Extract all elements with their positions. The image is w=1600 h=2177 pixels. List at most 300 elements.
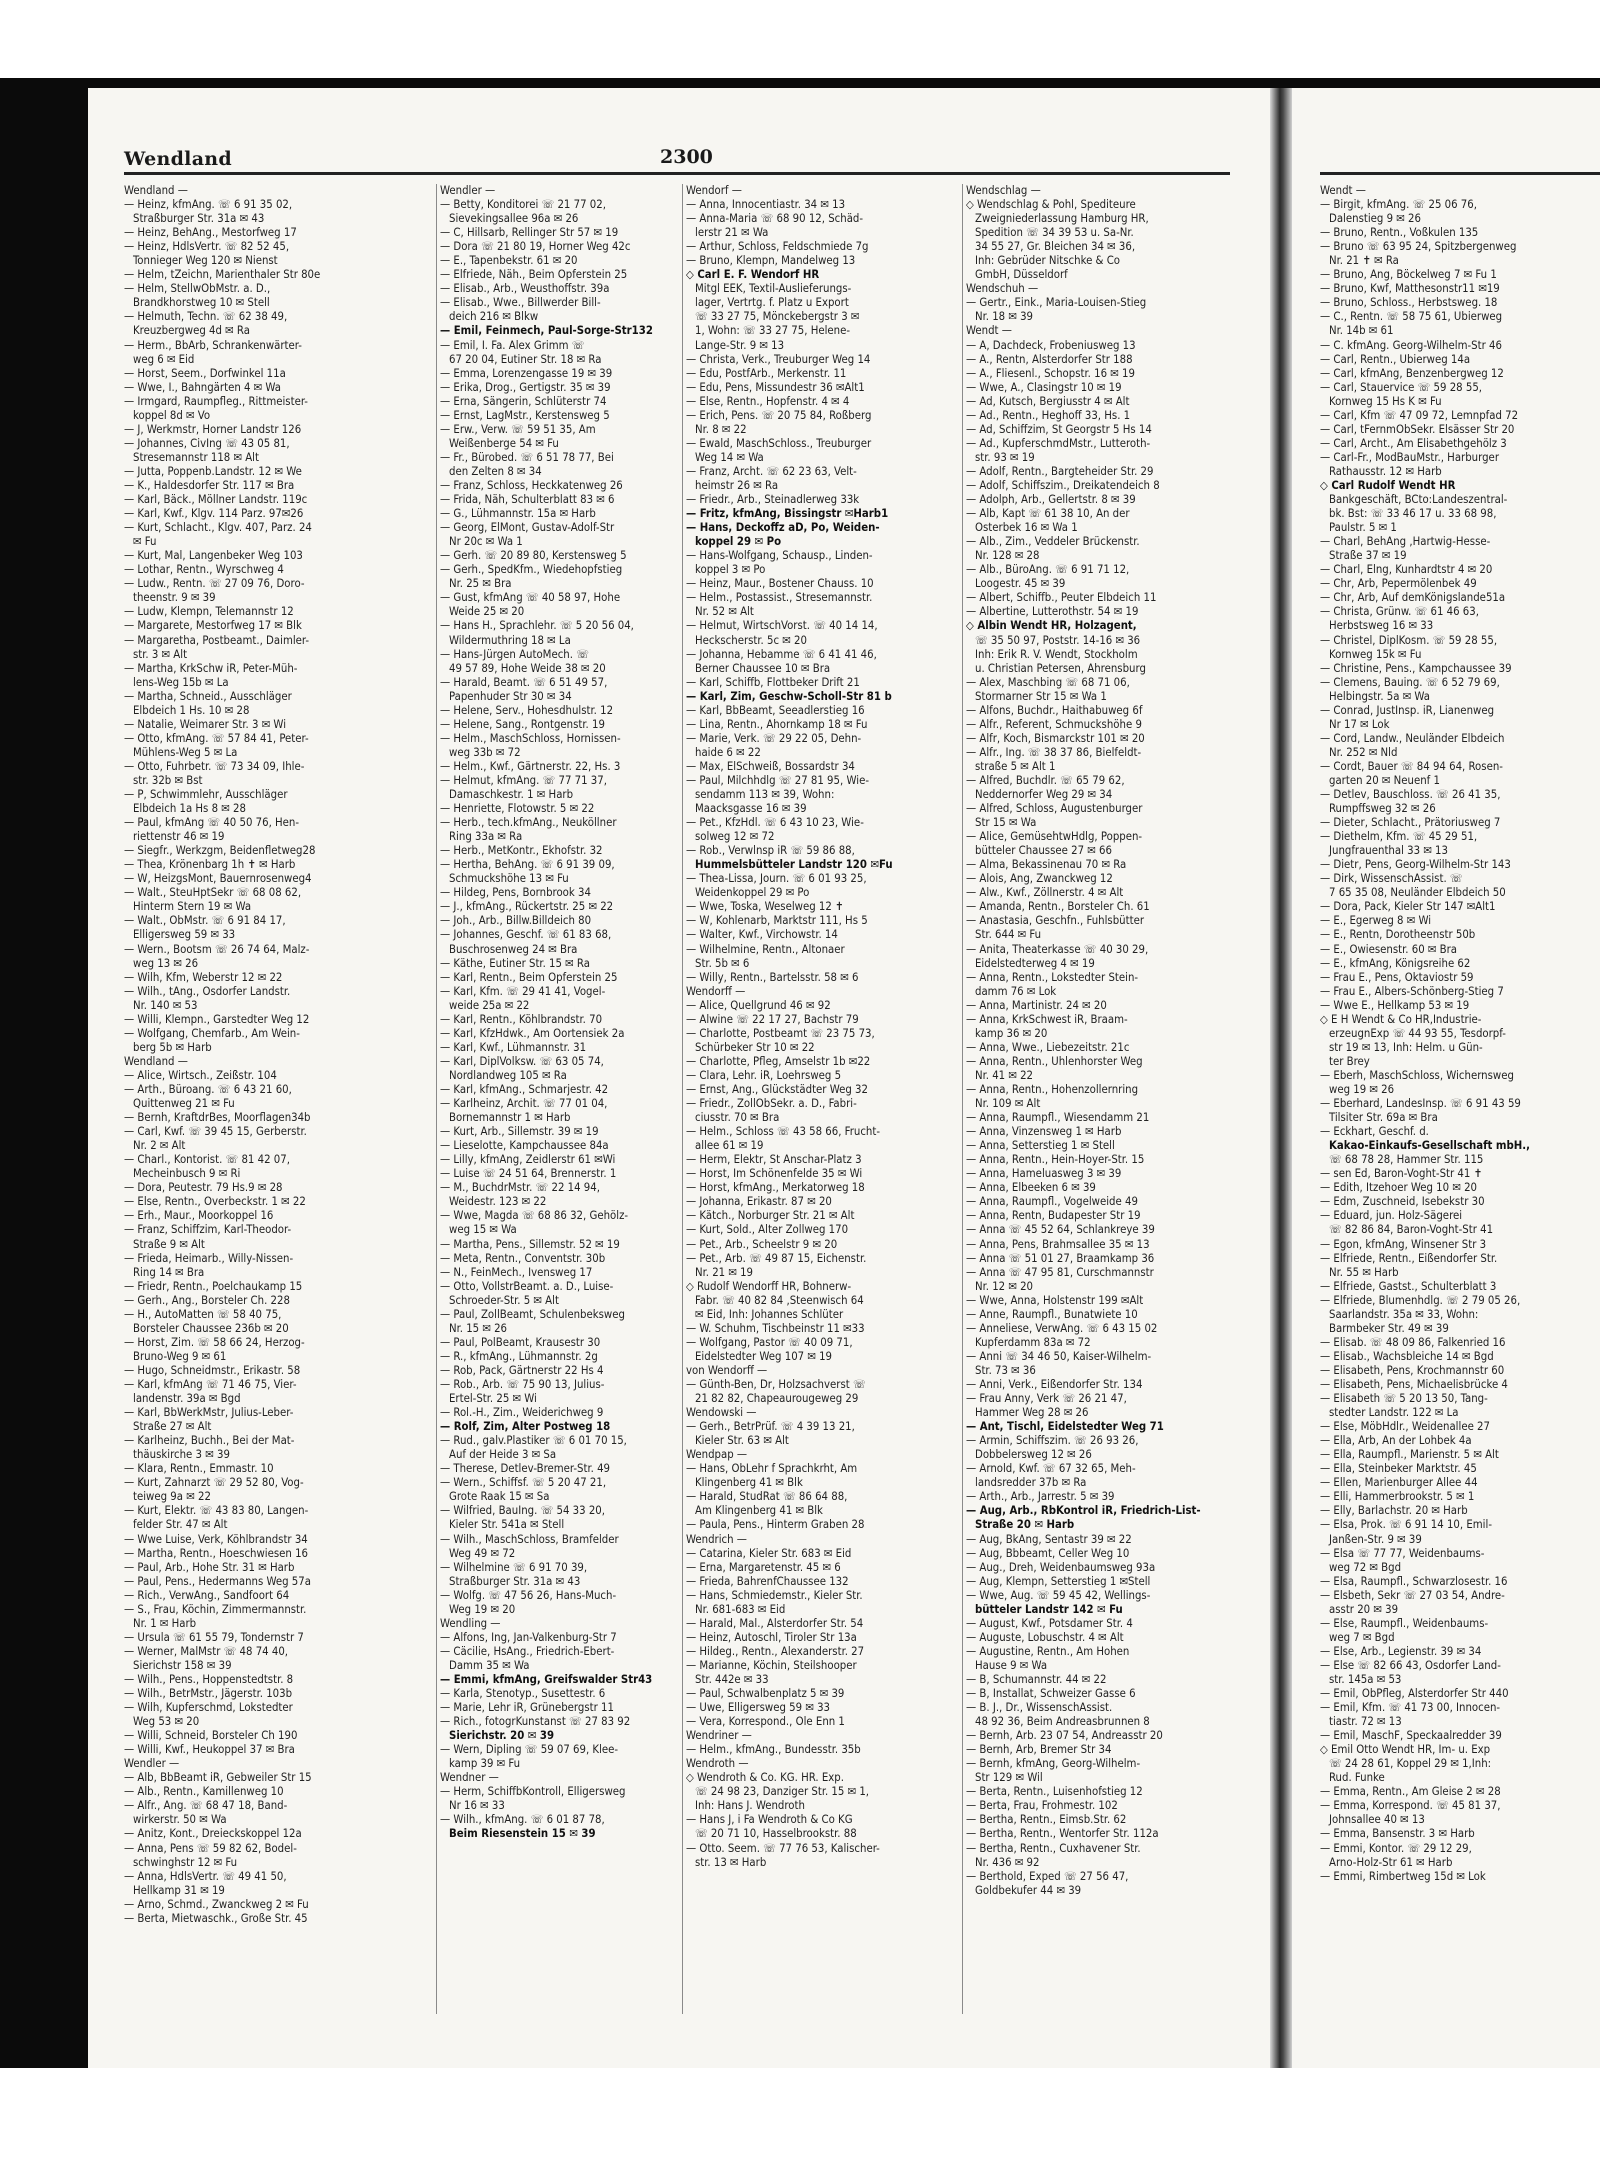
directory-entry-line: — Alex, Maschbing ☏ 68 71 06, [966, 675, 1130, 689]
directory-entry-line: — Alois, Ang, Zwanckweg 12 [966, 872, 1113, 886]
directory-entry-line: Borsteler Chaussee 236b ✉ 20 [133, 1321, 289, 1335]
directory-entry-line: weg 33b ✉ 72 [449, 745, 521, 759]
directory-entry-line: Rathausstr. 12 ✉ Harb [1329, 464, 1442, 478]
directory-entry-line: — Elisabeth, Pens, Michaelisbrücke 4 [1320, 1377, 1508, 1391]
directory-entry-line: — Karl, Schiffb, Flottbeker Drift 21 [686, 675, 860, 689]
directory-entry-line: Bankgeschäft, BCto:Landeszentral- [1329, 493, 1508, 507]
directory-entry-line: — Paul, Schwalbenplatz 5 ✉ 39 [686, 1687, 845, 1701]
directory-entry-line: ◇ E H Wendt & Co HR,Industrie- [1320, 1012, 1482, 1026]
directory-entry-line: Saarlandstr. 35a ✉ 33, Wohn: [1329, 1307, 1479, 1321]
directory-entry-line: Str. 442e ✉ 33 [695, 1672, 769, 1686]
directory-entry-line: ◇ Wendroth & Co. KG. HR. Exp. [686, 1771, 844, 1785]
directory-entry-line: ☏ 20 71 10, Hasselbrookstr. 88 [695, 1827, 857, 1841]
directory-entry-line: — Anna, Martinistr. 24 ✉ 20 [966, 998, 1107, 1012]
directory-entry-line: — Christa, Verk., Treuburger Weg 14 [686, 352, 871, 366]
directory-entry-line: — Anastasia, Geschfn., Fuhlsbütter [966, 914, 1145, 928]
directory-entry-line: — Natalie, Weimarer Str. 3 ✉ Wi [124, 717, 287, 731]
directory-entry-line: — Hildeg, Pens, Bornbrook 34 [440, 886, 591, 900]
directory-entry-line: — Alfons, Ing, Jan-Valkenburg-Str 7 [440, 1630, 617, 1644]
facing-page-column [1320, 184, 1598, 2014]
directory-entry-line: — Friedr, Rentn., Poelchaukamp 15 [124, 1279, 303, 1293]
directory-entry-line: — Frida, Näh, Schulterblatt 83 ✉ 6 [440, 493, 615, 507]
directory-entry-line: Bruno-Weg 9 ✉ 61 [133, 1349, 227, 1363]
directory-entry-line: Ring 14 ✉ Bra [133, 1265, 205, 1279]
directory-entry-line: — Johanna, Hebamme ☏ 6 41 41 46, [686, 647, 877, 661]
directory-entry-line: Wendpap — [686, 1448, 748, 1462]
directory-entry-line: — Augustine, Rentn., Am Hohen [966, 1644, 1130, 1658]
directory-entry-line: — Anna ☏ 47 95 81, Curschmannstr [966, 1265, 1154, 1279]
directory-entry-line: — Anna, Raumpfl., Wiesendamm 21 [966, 1111, 1150, 1125]
directory-entry-line: — R., kfmAng., Lühmannstr. 2g [440, 1349, 598, 1363]
directory-entry-line: — Elsa ☏ 77 77, Weidenbaums- [1320, 1546, 1485, 1560]
directory-entry-line: — Anna, Innocentiastr. 34 ✉ 13 [686, 198, 846, 212]
directory-entry-line: ☏ 33 27 75, Mönckebergstr 3 ✉ [695, 310, 860, 324]
directory-entry-line: — Bernh, KraftdrBes, Moorflagen34b [124, 1111, 311, 1125]
directory-entry-line: Spedition ☏ 34 39 53 u. Sa-Nr. [975, 226, 1134, 240]
directory-entry-line: — Elisabeth, Pens, Krochmannstr 60 [1320, 1363, 1505, 1377]
directory-entry-line: — Elsa, Prok. ☏ 6 91 14 10, Emil- [1320, 1518, 1492, 1532]
directory-entry-line: Wendt — [966, 324, 1012, 338]
directory-entry-line: — K., Haldesdorfer Str. 117 ✉ Bra [124, 478, 295, 492]
directory-entry-line: — Wilh, Kfm, Weberstr 12 ✉ 22 [124, 970, 283, 984]
directory-entry-line: Inh: Gebrüder Nitschke & Co [975, 254, 1121, 268]
directory-entry-line: — Joh., Arb., Billw.Billdeich 80 [440, 914, 592, 928]
directory-entry-line: kamp 39 ✉ Fu [449, 1757, 521, 1771]
directory-entry-line: — Hans, Schmiedemstr., Kieler Str. [686, 1588, 863, 1602]
directory-entry-line: — Paul, PolBeamt, Krausestr 30 [440, 1335, 601, 1349]
directory-entry-line: — Wwe, A., Clasingstr 10 ✉ 19 [966, 380, 1122, 394]
directory-entry-line: — Edm, Zuschneid, Isebekstr 30 [1320, 1195, 1485, 1209]
directory-entry-line: — Horst, Im Schönenfelde 35 ✉ Wi [686, 1167, 863, 1181]
directory-entry-line: — Rich., VerwAng., Sandfoort 64 [124, 1588, 290, 1602]
column-divider [682, 184, 683, 2014]
directory-entry-line: Str. 73 ✉ 36 [975, 1363, 1036, 1377]
directory-entry-line: — Alice, Wirtsch., Zeißstr. 104 [124, 1068, 277, 1082]
directory-entry-line: — Alw., Kwf., Zöllnerstr. 4 ✉ Alt [966, 886, 1124, 900]
directory-entry-line: — Charl., Kontorist. ☏ 81 42 07, [124, 1153, 290, 1167]
directory-entry-line: Bornemannstr 1 ✉ Harb [449, 1111, 571, 1125]
directory-entry-line: — Wern, Dipling ☏ 59 07 69, Klee- [440, 1743, 619, 1757]
directory-entry-line: Nr. 128 ✉ 28 [975, 549, 1040, 563]
directory-entry-line: — Ad., KupferschmdMstr., Lutteroth- [966, 436, 1151, 450]
directory-entry-line: — Hans H., Sprachlehr. ☏ 5 20 56 04, [440, 619, 634, 633]
directory-entry-line: str. 13 ✉ Harb [695, 1855, 767, 1869]
directory-entry-line: — Bruno, Kwf, Matthesonstr11 ✉19 [1320, 282, 1500, 296]
directory-entry-line: — Aug, Bbbeamt, Celler Weg 10 [966, 1546, 1130, 1560]
directory-entry-line: — Wilh., BetrMstr., Jägerstr. 103b [124, 1687, 293, 1701]
directory-column-1 [124, 184, 408, 2014]
directory-entry-line: weg 13 ✉ 26 [133, 956, 199, 970]
directory-entry-line: garten 20 ✉ Neuenf 1 [1329, 773, 1440, 787]
directory-entry-line: — Bernh, Arb. 23 07 54, Andreasstr 20 [966, 1729, 1163, 1743]
directory-entry-line: — Clemens, Bauing. ☏ 6 52 79 69, [1320, 675, 1500, 689]
directory-entry-line: — Hugo, Schneidmstr., Erikastr. 58 [124, 1363, 301, 1377]
directory-column-3 [686, 184, 962, 2014]
scan-top-border [0, 78, 1600, 88]
directory-entry-line: — Karl, DiplVolksw. ☏ 63 05 74, [440, 1054, 604, 1068]
directory-entry-line: — Carl-Fr., ModBauMstr., Harburger [1320, 450, 1499, 464]
directory-entry-line: — N., FeinMech., Ivensweg 17 [440, 1265, 593, 1279]
directory-entry-line: — sen Ed, Baron-Voght-Str 41 ✝ [1320, 1167, 1483, 1181]
directory-entry-line: — Adolf, Schiffszim., Dreikatendeich 8 [966, 478, 1160, 492]
directory-entry-line: — Aug, Klempn, Setterstieg 1 ✉Stell [966, 1574, 1151, 1588]
directory-entry-line: — M., BuchdrMstr. ☏ 22 14 94, [440, 1181, 600, 1195]
directory-entry-line: — B. J., Dr., WissenschAssist. [966, 1701, 1113, 1715]
directory-entry-line: — Paul, ZollBeamt, Schulenbeksweg [440, 1307, 625, 1321]
directory-entry-line: Brandkhorstweg 10 ✉ Stell [133, 296, 270, 310]
directory-entry-line: — Willy, Rentn., Bartelsstr. 58 ✉ 6 [686, 970, 859, 984]
directory-entry-line: Wendt — [1320, 184, 1366, 197]
directory-entry-line: — Johannes, Geschf. ☏ 61 83 68, [440, 928, 612, 942]
directory-entry-line: — Martha, Pens., Sillemstr. 52 ✉ 19 [440, 1237, 620, 1251]
directory-entry-line: — Franz, Schiffzim, Karl-Theodor- [124, 1223, 292, 1237]
directory-entry-line: — Lina, Rentn., Ahornkamp 18 ✉ Fu [686, 717, 868, 731]
directory-entry-line: Damaschkestr. 1 ✉ Harb [449, 788, 574, 802]
directory-entry-line: — Elfriede, Gastst., Schulterblatt 3 [1320, 1279, 1497, 1293]
directory-entry-line: deich 216 ✉ Blkw [449, 310, 539, 324]
directory-entry-line: 34 55 27, Gr. Bleichen 34 ✉ 36, [975, 240, 1136, 254]
directory-entry-line: Grote Raak 15 ✉ Sa [449, 1490, 550, 1504]
directory-entry-line: — Ad, Kutsch, Bergiusstr 4 ✉ Alt [966, 394, 1130, 408]
directory-entry-line: — Kurt, Sold., Alter Zollweg 170 [686, 1223, 849, 1237]
directory-entry-line: — Bruno ☏ 63 95 24, Spitzbergenweg [1320, 240, 1517, 254]
directory-entry-line: ◇ Carl Rudolf Wendt HR [1320, 478, 1456, 492]
directory-entry-line: — Kurt, Mal, Langenbeker Weg 103 [124, 549, 303, 563]
directory-entry-line: Hammer Weg 28 ✉ 26 [975, 1406, 1089, 1420]
directory-entry-line: — Dieter, Schlacht., Prätoriusweg 7 [1320, 816, 1501, 830]
directory-entry-line: — Klara, Rentn., Emmastr. 10 [124, 1462, 274, 1476]
directory-entry-line: — Else, Rentn., Overbeckstr. 1 ✉ 22 [124, 1195, 306, 1209]
directory-entry-line: Nr. 21 ✝ ✉ Ra [1329, 254, 1399, 268]
directory-entry-line: Dalenstieg 9 ✉ 26 [1329, 212, 1421, 226]
directory-entry-line: — Gerh., SpedKfm., Wiedehopfstieg [440, 563, 623, 577]
directory-entry-line: — Rud., galv.Plastiker ☏ 6 01 70 15, [440, 1434, 627, 1448]
directory-entry-line: Straße 37 ✉ 19 [1329, 549, 1407, 563]
directory-entry-line: Nr. 140 ✉ 53 [133, 998, 198, 1012]
directory-entry-line: Berner Chaussee 10 ✉ Bra [695, 661, 831, 675]
directory-entry-line: lerstr 21 ✉ Wa [695, 226, 769, 240]
directory-entry-line: Wendriner — [686, 1729, 752, 1743]
directory-entry-line: — Günth-Ben, Dr, Holzsachverst ☏ [686, 1377, 866, 1391]
directory-entry-line: — Kurt, Schlacht., Klgv. 407, Parz. 24 [124, 521, 312, 535]
directory-entry-line: str. 145a ✉ 53 [1329, 1672, 1402, 1686]
directory-entry-line: — Paul, Milchhdlg ☏ 27 81 95, Wie- [686, 773, 869, 787]
directory-entry-line: — Irmgard, Raumpfleg., Rittmeister- [124, 394, 308, 408]
directory-entry-line: — Meta, Rentn., Conventstr. 30b [440, 1251, 606, 1265]
directory-entry-line: — Rob., Arb. ☏ 75 90 13, Julius- [440, 1377, 605, 1391]
directory-entry-line: — Jutta, Poppenb.Landstr. 12 ✉ We [124, 464, 302, 478]
directory-entry-line: Kieler Str. 63 ✉ Alt [695, 1434, 789, 1448]
directory-entry-line: — Emma, Korrespond. ☏ 45 81 37, [1320, 1799, 1501, 1813]
directory-entry-line: — Cäcilie, HsAng., Friedrich-Ebert- [440, 1644, 615, 1658]
directory-entry-line: — Ewald, MaschSchloss., Treuburger [686, 436, 872, 450]
directory-entry-line: — Hans, ObLehr f Sprachkrht, Am [686, 1462, 858, 1476]
directory-entry-line: ◇ Albin Wendt HR, Holzagent, [966, 619, 1137, 633]
directory-entry-line: Rumpffsweg 32 ✉ 26 [1329, 802, 1436, 816]
directory-entry-line: Nr. 109 ✉ Alt [975, 1097, 1041, 1111]
directory-entry-line: — Gerh., BetrPrüf. ☏ 4 39 13 21, [686, 1420, 855, 1434]
directory-entry-line: — Hildeg., Rentn., Alexanderstr. 27 [686, 1644, 865, 1658]
directory-entry-line: landsredder 37b ✉ Ra [975, 1476, 1087, 1490]
directory-entry-line: 49 57 89, Hohe Weide 38 ✉ 20 [449, 661, 606, 675]
directory-entry-line: — Erw., Verw. ☏ 59 51 35, Am [440, 422, 596, 436]
directory-entry-line: — Rob., Verwlnsp iR ☏ 59 86 88, [686, 844, 855, 858]
header-rule [124, 172, 1230, 175]
directory-entry-line: — Elisabeth ☏ 5 20 13 50, Tang- [1320, 1392, 1488, 1406]
directory-entry-line: Weg 19 ✉ 20 [449, 1602, 516, 1616]
directory-entry-line: — Carl, Rentn., Ubierweg 14a [1320, 352, 1471, 366]
directory-entry-line: — Erna, Margaretenstr. 45 ✉ 6 [686, 1560, 841, 1574]
directory-entry-line: damm 76 ✉ Lok [975, 984, 1057, 998]
directory-entry-line: — Lothar, Rentn., Wyrschweg 4 [124, 563, 284, 577]
directory-entry-line: Schmuckshöhe 13 ✉ Fu [449, 872, 569, 886]
directory-entry-line: ✉ Fu [133, 535, 157, 549]
directory-entry-line: — Kurt, Arb., Sillemstr. 39 ✉ 19 [440, 1125, 599, 1139]
directory-entry-line: — Alb, Kapt ☏ 61 38 10, An der [966, 507, 1130, 521]
directory-entry-line: — Karl, kfmAng ☏ 71 46 75, Vier- [124, 1377, 297, 1391]
directory-entry-line: Eidelstedterweg 4 ✉ 19 [975, 956, 1095, 970]
directory-entry-line: Herbstsweg 16 ✉ 33 [1329, 619, 1434, 633]
directory-entry-line: Goldbekufer 44 ✉ 39 [975, 1883, 1082, 1897]
directory-entry-line: — Cord, Landw., Neuländer Elbdeich [1320, 731, 1505, 745]
directory-entry-line: Tonnieger Weg 120 ✉ Nienst [133, 254, 278, 268]
directory-entry-line: — August, Kwf., Potsdamer Str. 4 [966, 1616, 1133, 1630]
directory-entry-line: str. 93 ✉ 19 [975, 450, 1035, 464]
directory-entry-line: — E., kfmAng, Königsreihe 62 [1320, 956, 1471, 970]
directory-entry-line: — Wilh., MaschSchloss, Bramfelder [440, 1532, 619, 1546]
directory-entry-line: — Emil, Kfm. ☏ 41 73 00, Innocen- [1320, 1701, 1501, 1715]
directory-entry-line: — Else ☏ 82 66 43, Osdorfer Land- [1320, 1658, 1501, 1672]
directory-entry-line: Am Klingenberg 41 ✉ Blk [695, 1504, 823, 1518]
directory-entry-line: — Ernst, LagMstr., Kerstensweg 5 [440, 408, 610, 422]
directory-entry-line: — Bertha, Rentn., Eimsb.Str. 62 [966, 1813, 1127, 1827]
directory-entry-line: — Willi, Kwf., Heukoppel 37 ✉ Bra [124, 1743, 295, 1757]
directory-entry-line: — Emil, ObPfleg, Alsterdorfer Str 440 [1320, 1687, 1509, 1701]
directory-entry-line: — S., Frau, Köchin, Zimmermannstr. [124, 1602, 307, 1616]
directory-entry-line: — Erika, Drog., Gertigstr. 35 ✉ 39 [440, 380, 611, 394]
directory-entry-line: — Christine, Pens., Kampchaussee 39 [1320, 661, 1512, 675]
directory-entry-line: — Alfr., Ing. ☏ 38 37 86, Bielfeldt- [966, 745, 1142, 759]
directory-entry-line: — Alice, Quellgrund 46 ✉ 92 [686, 998, 831, 1012]
directory-entry-line: — Betty, Konditorei ☏ 21 77 02, [440, 198, 606, 212]
directory-entry-line: — Berta, Frau, Frohmestr. 102 [966, 1799, 1118, 1813]
directory-entry-line: — Adolph, Arb., Gellertstr. 8 ✉ 39 [966, 493, 1136, 507]
directory-entry-line: Nr. 12 ✉ 20 [975, 1279, 1034, 1293]
directory-entry-line: felder Str. 47 ✉ Alt [133, 1518, 228, 1532]
directory-entry-line: Str. 5b ✉ 6 [695, 956, 750, 970]
directory-entry-line: — Christel, DiplKosm. ☏ 59 28 55, [1320, 633, 1498, 647]
directory-entry-line: — Gertr., Eink., Maria-Louisen-Stieg [966, 296, 1147, 310]
directory-entry-line: Nr. 18 ✉ 39 [975, 310, 1034, 324]
directory-entry-line: Stormarner Str 15 ✉ Wa 1 [975, 689, 1107, 703]
directory-entry-line: — Karlheinz, Archit. ☏ 77 01 04, [440, 1097, 608, 1111]
directory-entry-line: Straßburger Str. 31a ✉ 43 [449, 1574, 581, 1588]
directory-entry-line: haide 6 ✉ 22 [695, 745, 761, 759]
directory-entry-line: — W. Schuhm, Tischbeinstr 11 ✉33 [686, 1321, 865, 1335]
directory-entry-line: — Anna, Rentn., Lokstedter Stein- [966, 970, 1139, 984]
directory-entry-line: — Dirk, WissenschAssist. ☏ [1320, 872, 1463, 886]
directory-entry-line: — Heinz, Autoschl, Tiroler Str 13a [686, 1630, 857, 1644]
directory-entry-line: — Elly, Barlachstr. 20 ✉ Harb [1320, 1504, 1468, 1518]
directory-entry-line: — Anna ☏ 45 52 64, Schlankreye 39 [966, 1223, 1155, 1237]
directory-entry-line: — Adolf, Rentn., Bargteheider Str. 29 [966, 464, 1154, 478]
directory-entry-line: — Else, Arb., Legienstr. 39 ✉ 34 [1320, 1644, 1482, 1658]
directory-entry-line: asstr 20 ✉ 39 [1329, 1602, 1399, 1616]
directory-entry-line: Elbdeich 1a Hs 8 ✉ 28 [133, 802, 246, 816]
directory-entry-line: wirkerstr. 50 ✉ Wa [133, 1813, 227, 1827]
directory-entry-line: Nr. 15 ✉ 26 [449, 1321, 508, 1335]
directory-entry-line: str. 32b ✉ Bst [133, 773, 203, 787]
directory-entry-line: Schürbeker Str 10 ✉ 22 [695, 1040, 815, 1054]
directory-entry-line: Heckscherstr. 5c ✉ 20 [695, 633, 807, 647]
directory-entry-line: — Emil, Feinmech, Paul-Sorge-Str132 [440, 324, 653, 338]
directory-entry-line: — Albert, Schiffb., Peuter Elbdeich 11 [966, 591, 1157, 605]
directory-entry-line: — Eckhart, Geschf. d. [1320, 1125, 1429, 1139]
directory-entry-line: — Thea-Lissa, Journ. ☏ 6 01 93 25, [686, 872, 867, 886]
directory-entry-line: — Werner, MalMstr ☏ 48 74 40, [124, 1644, 289, 1658]
directory-entry-line: weg 72 ✉ Bgd [1329, 1560, 1402, 1574]
directory-entry-line: — Elisab., Wwe., Billwerder Bill- [440, 296, 601, 310]
directory-entry-line: — Auguste, Lobuschstr. 4 ✉ Alt [966, 1630, 1124, 1644]
directory-entry-line: — Helm., Postassist., Stresemannstr. [686, 591, 873, 605]
directory-entry-line: — Conrad, JustInsp. iR, Lianenweg [1320, 703, 1495, 717]
directory-entry-line: Hellkamp 31 ✉ 19 [133, 1883, 225, 1897]
directory-entry-line: — Frau E., Pens, Oktaviostr 59 [1320, 970, 1474, 984]
directory-entry-line: — Gerh. ☏ 20 89 80, Kerstensweg 5 [440, 549, 627, 563]
directory-entry-line: — Emmi, kfmAng, Greifswalder Str43 [440, 1672, 653, 1686]
column-divider [962, 184, 963, 2014]
directory-entry-line: — Carl, Kfm ☏ 47 09 72, Lemnpfad 72 [1320, 408, 1519, 422]
directory-entry-line: — Emmi, Kontor. ☏ 29 12 29, [1320, 1841, 1472, 1855]
directory-entry-line: Inh: Hans J. Wendroth [695, 1799, 805, 1813]
directory-entry-line: — Friedr., Arb., Steinadlerweg 33k [686, 493, 860, 507]
directory-entry-line: — Alfr., Ang. ☏ 68 47 18, Band- [124, 1799, 288, 1813]
directory-entry-line: ☏ 68 78 28, Hammer Str. 115 [1329, 1153, 1484, 1167]
directory-entry-line: — Helm., kfmAng., Bundesstr. 35b [686, 1743, 861, 1757]
directory-entry-line: — Anna, Rentn., Uhlenhorster Weg [966, 1054, 1143, 1068]
directory-entry-line: — Alfons, Buchdr., Haithabuweg 6f [966, 703, 1143, 717]
directory-entry-line: Kornweg 15 Hs K ✉ Fu [1329, 394, 1442, 408]
directory-entry-line: — Wwe E., Hellkamp 53 ✉ 19 [1320, 998, 1470, 1012]
directory-entry-line: Kreuzbergweg 4d ✉ Ra [133, 324, 250, 338]
directory-entry-line: — Aug., Dreh, Weidenbaumsweg 93a [966, 1560, 1156, 1574]
directory-entry-line: theenstr. 9 ✉ 39 [133, 591, 216, 605]
directory-entry-line: — Wolfg. ☏ 47 56 26, Hans-Much- [440, 1588, 617, 1602]
directory-entry-line: — Charl, BehAng ,Hartwig-Hesse- [1320, 535, 1491, 549]
directory-entry-line: Weide 25 ✉ 20 [449, 605, 525, 619]
directory-entry-line: Hummelsbütteler Landstr 120 ✉Fu [695, 858, 893, 872]
directory-entry-line: — Birgit, kfmAng. ☏ 25 06 76, [1320, 198, 1477, 212]
directory-column-2 [440, 184, 680, 2014]
directory-entry-line: 67 20 04, Eutiner Str. 18 ✉ Ra [449, 352, 602, 366]
directory-entry-line: — Carl, tFernmObSekr. Elsässer Str 20 [1320, 422, 1515, 436]
directory-entry-line: schwinghstr 12 ✉ Fu [133, 1855, 238, 1869]
directory-entry-line: — W, Kohlenarb, Marktstr 111, Hs 5 [686, 914, 868, 928]
directory-entry-line: Weißenberge 54 ✉ Fu [449, 436, 559, 450]
directory-entry-line: Nr. 14b ✉ 61 [1329, 324, 1394, 338]
directory-entry-line: — Georg, ElMont, Gustav-Adolf-Str [440, 521, 615, 535]
directory-entry-line: Sievekingsallee 96a ✉ 26 [449, 212, 579, 226]
directory-entry-line: — Herm, Elektr, St Anschar-Platz 3 [686, 1153, 862, 1167]
directory-entry-line: Papenhuder Str 30 ✉ 34 [449, 689, 572, 703]
directory-entry-line: — Aug, Arb., RbKontrol iR, Friedrich-List- [966, 1504, 1201, 1518]
directory-entry-line: thäuskirche 3 ✉ 39 [133, 1448, 230, 1462]
directory-entry-line: weide 25a ✉ 22 [449, 998, 530, 1012]
directory-entry-line: — Wern., Bootsm ☏ 26 74 64, Malz- [124, 942, 310, 956]
directory-entry-line: — Ernst, Ang., Glückstädter Weg 32 [686, 1083, 868, 1096]
directory-entry-line: — Else, MöbHdlr., Weidenallee 27 [1320, 1420, 1490, 1434]
column-divider [436, 184, 437, 2014]
directory-entry-line: — Ant, Tischl, Eidelstedter Weg 71 [966, 1420, 1164, 1434]
directory-entry-line: — Bertha, Rentn., Cuxhavener Str. [966, 1841, 1141, 1855]
directory-entry-line: Damm 35 ✉ Wa [449, 1658, 530, 1672]
directory-entry-line: heimstr 26 ✉ Ra [695, 478, 779, 492]
directory-entry-line: — E., Tapenbekstr. 61 ✉ 20 [440, 254, 578, 268]
directory-entry-line: Mitgl EEK, Textil-Auslieferungs- [695, 282, 852, 296]
directory-entry-line: Nr. 41 ✉ 22 [975, 1068, 1034, 1082]
directory-entry-line: — Lilly, kfmAng, Zeidlerstr 61 ✉Wi [440, 1153, 616, 1167]
directory-entry-line: — Helene, Sang., Rontgenstr. 19 [440, 717, 605, 731]
directory-entry-line: — Emil, MaschF, Speckaalredder 39 [1320, 1729, 1502, 1743]
directory-entry-line: Str 129 ✉ Wil [975, 1771, 1043, 1785]
directory-entry-line: Dobbelersweg 12 ✉ 26 [975, 1448, 1092, 1462]
directory-entry-line: — Wilhelmine ☏ 6 91 70 39, [440, 1560, 588, 1574]
directory-entry-line: Nr. 252 ✉ Nld [1329, 745, 1398, 759]
directory-entry-line: — Kätch., Norburger Str. 21 ✉ Alt [686, 1209, 855, 1223]
directory-entry-line: — Berta, Mietwaschk., Große Str. 45 [124, 1911, 308, 1925]
directory-entry-line: Schroeder-Str. 5 ✉ Alt [449, 1293, 559, 1307]
directory-entry-line: — Pet., Arb., Scheelstr 9 ✉ 20 [686, 1237, 838, 1251]
directory-entry-line: Wildermuthring 18 ✉ La [449, 633, 571, 647]
directory-entry-line: Helbingstr. 5a ✉ Wa [1329, 689, 1430, 703]
directory-entry-line: — Erna, Sängerin, Schlüterstr 74 [440, 394, 607, 408]
directory-entry-line: — E., Rentn, Dorotheenstr 50b [1320, 928, 1476, 942]
directory-entry-line: — Frau Anny, Verk ☏ 26 21 47, [966, 1392, 1127, 1406]
directory-entry-line: — Karl, Kwf., Lühmannstr. 31 [440, 1040, 587, 1054]
directory-entry-line: — Karla, Stenotyp., Susettestr. 6 [440, 1687, 606, 1701]
directory-entry-line: — Berta, Rentn., Luisenhofstieg 12 [966, 1785, 1143, 1799]
directory-entry-line: — Edu, PostfArb., Merkenstr. 11 [686, 366, 847, 380]
directory-entry-line: Eidelstedter Weg 107 ✉ 19 [695, 1349, 833, 1363]
directory-entry-line: — Wwe, Anna, Holstenstr 199 ✉Alt [966, 1293, 1144, 1307]
directory-entry-line: — Alfred, Schloss, Augustenburger [966, 802, 1143, 816]
directory-entry-line: Nordlandweg 105 ✉ Ra [449, 1068, 567, 1082]
directory-entry-line: ◇ Emil Otto Wendt HR, Im- u. Exp [1320, 1743, 1491, 1757]
directory-entry-line: — Karl, KfzHdwk., Am Oortensiek 2a [440, 1026, 625, 1040]
directory-entry-line: — Elfriede, Rentn., Eißendorfer Str. [1320, 1251, 1498, 1265]
directory-entry-line: — Anna, Rentn., Hein-Hoyer-Str. 15 [966, 1153, 1145, 1167]
directory-entry-line: — Otto, Fuhrbetr. ☏ 73 34 09, Ihle- [124, 759, 305, 773]
directory-entry-line: — Herm, SchiffbKontroll, Elligersweg [440, 1785, 626, 1799]
directory-entry-line: Auf der Heide 3 ✉ Sa [449, 1448, 557, 1462]
directory-entry-line: — Wilfried, BauIng. ☏ 54 33 20, [440, 1504, 605, 1518]
directory-entry-line: — Rol.-H., Zim., Weiderichweg 9 [440, 1406, 604, 1420]
directory-entry-line: Barmbeker Str. 49 ✉ 39 [1329, 1321, 1449, 1335]
directory-entry-line: — Bertha, Rentn., Wentorfer Str. 112a [966, 1827, 1159, 1841]
directory-entry-line: — Martha, Rentn., Hoeschwiesen 16 [124, 1546, 309, 1560]
directory-entry-line: ◇ Rudolf Wendorff HR, Bohnerw- [686, 1279, 852, 1293]
directory-entry-line: Nr 20c ✉ Wa 1 [449, 535, 523, 549]
directory-entry-line: — Alice, GemüsehtwHdlg, Poppen- [966, 830, 1143, 844]
directory-entry-line: Klingenberg 41 ✉ Blk [695, 1476, 803, 1490]
directory-entry-line: — Edith, Itzehoer Weg 10 ✉ 20 [1320, 1181, 1478, 1195]
directory-entry-line: — Karl, Kwf., Klgv. 114 Parz. 97✉26 [124, 507, 304, 521]
directory-entry-line: — Walter, Kwf., Virchowstr. 14 [686, 928, 838, 942]
directory-entry-line: — Dora ☏ 21 80 19, Horner Weg 42c [440, 240, 631, 254]
directory-entry-line: Mühlens-Weg 5 ✉ La [133, 745, 238, 759]
directory-entry-line: Wendorff — [686, 984, 746, 998]
directory-entry-line: — Karl, Rentn., Köhlbrandstr. 70 [440, 1012, 603, 1026]
